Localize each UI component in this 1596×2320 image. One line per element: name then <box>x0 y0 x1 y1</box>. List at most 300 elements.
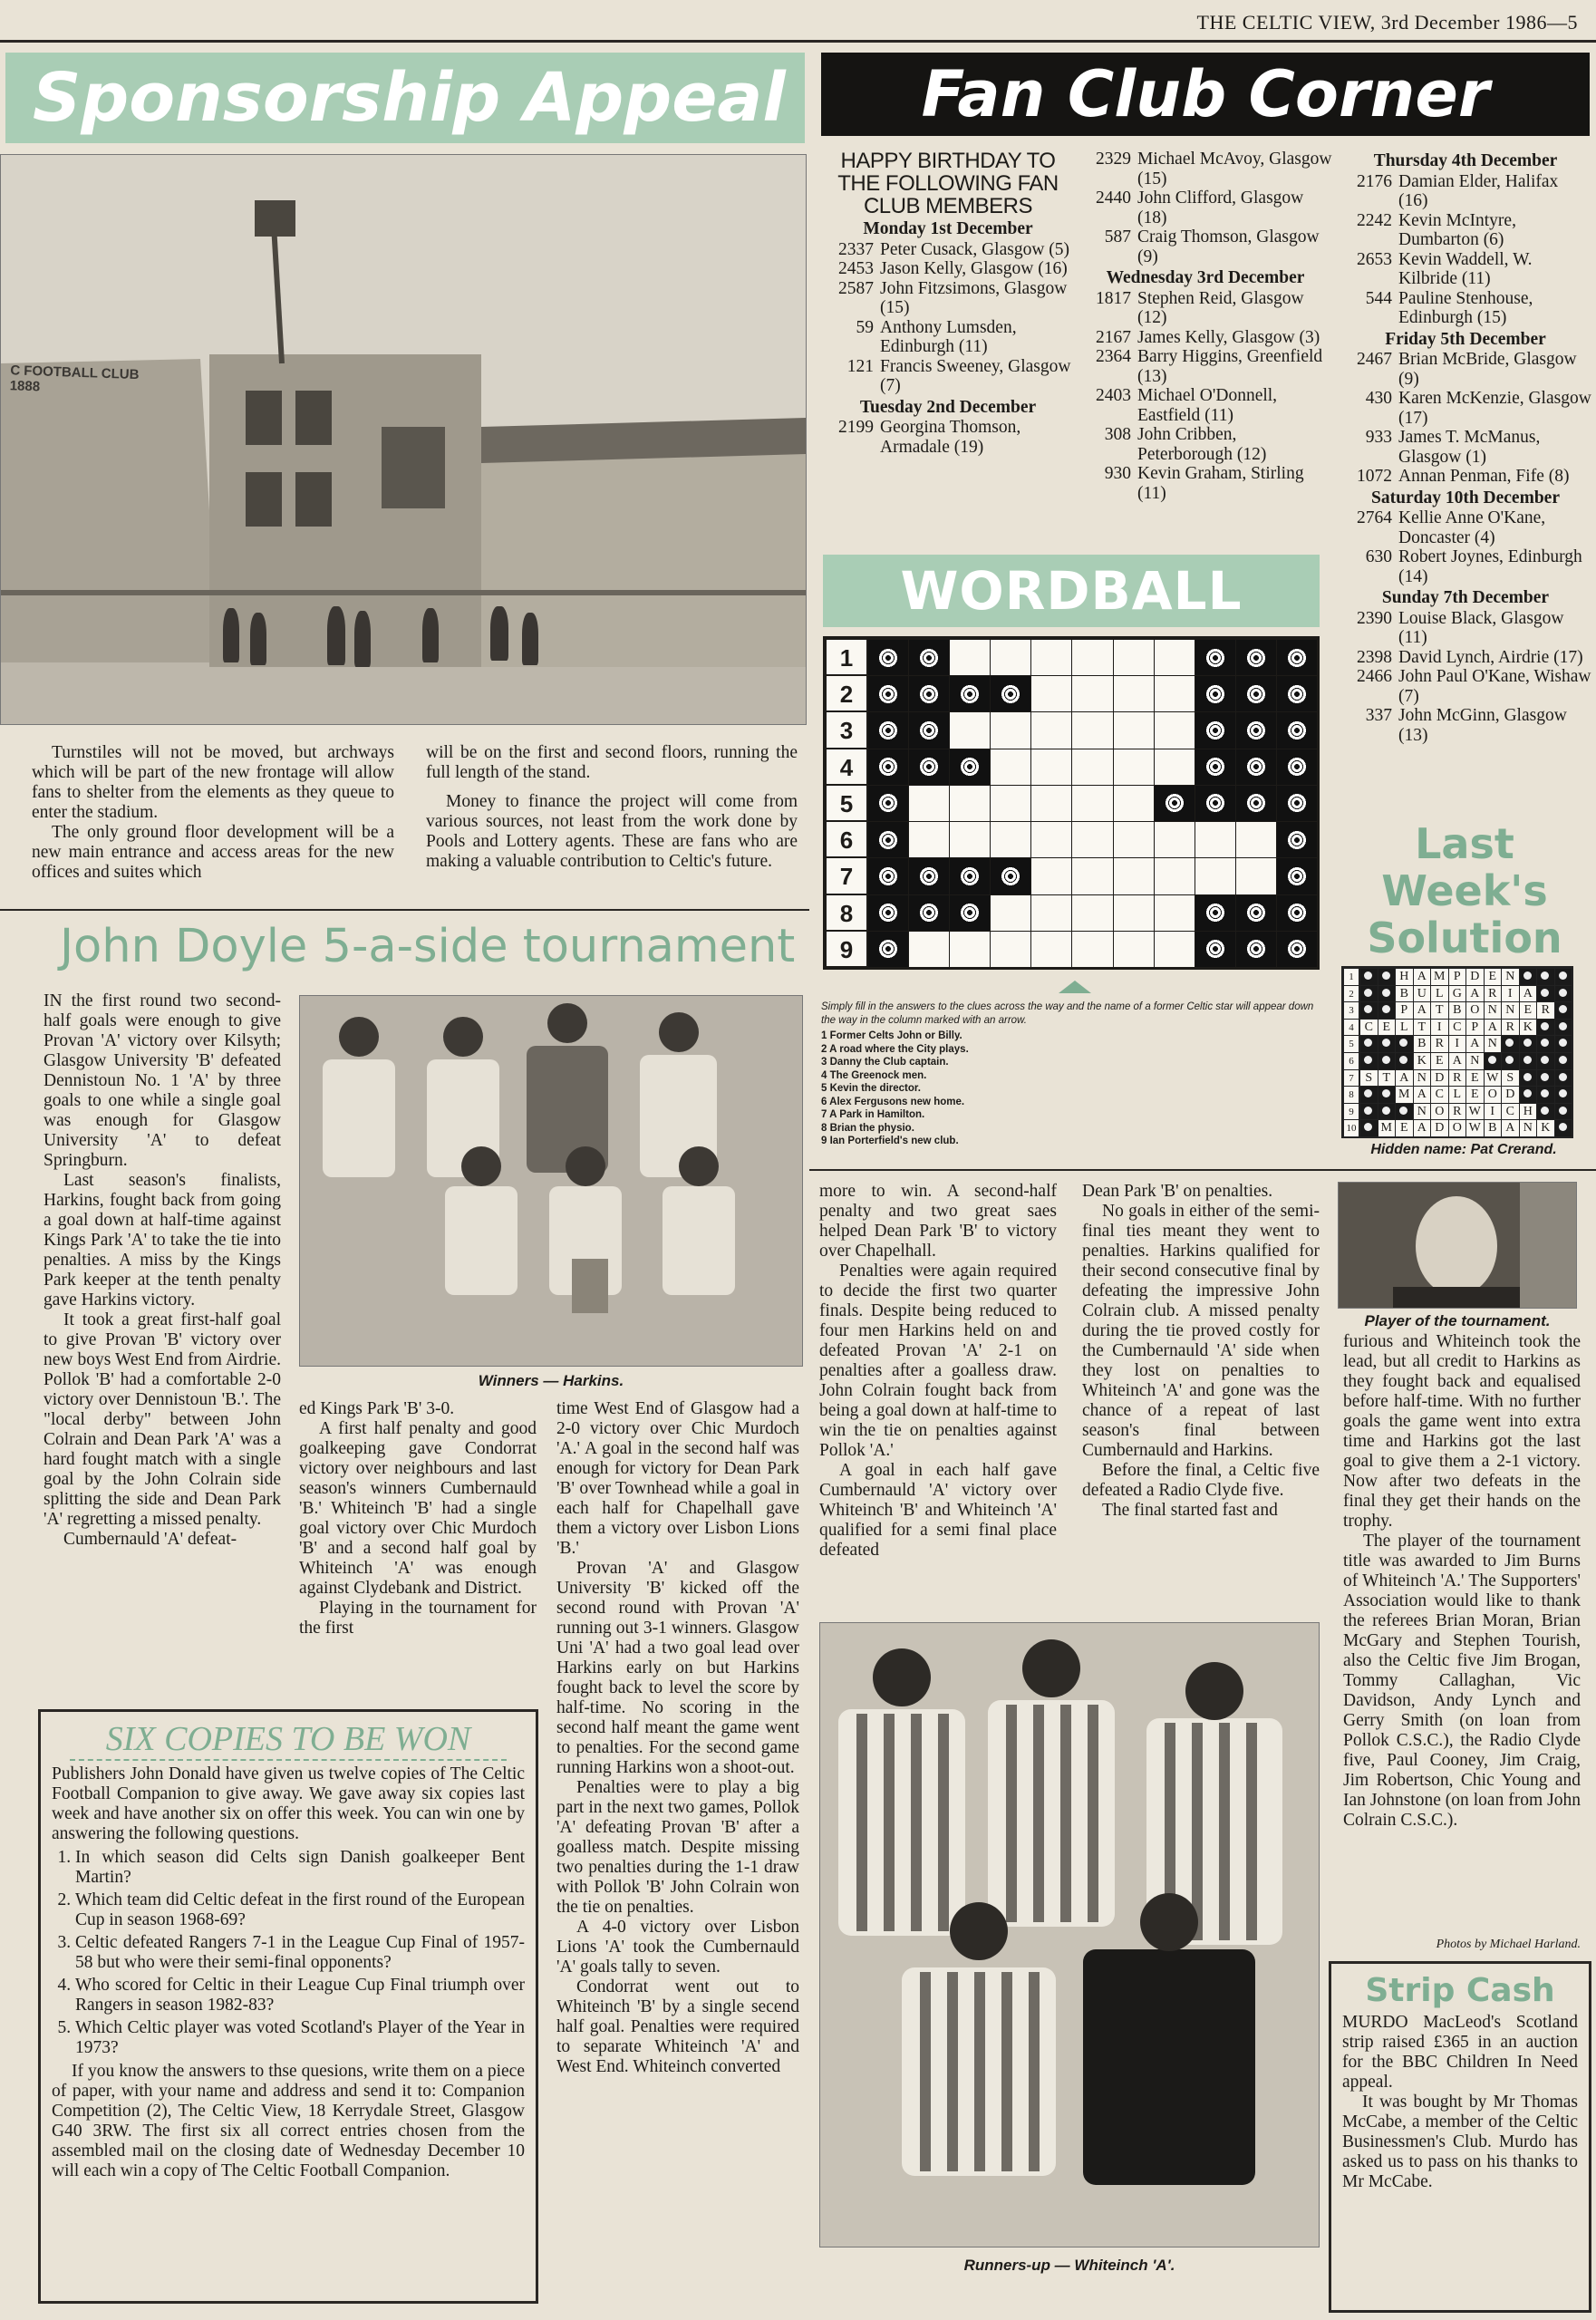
member-entry <box>1340 428 1591 467</box>
football-icon <box>1245 756 1267 778</box>
solution-ball-cell <box>1554 1052 1573 1070</box>
ball-cell <box>867 785 909 822</box>
football-icon <box>877 865 899 887</box>
strip-cash-body <box>1342 2013 1578 2192</box>
member-entry <box>1079 386 1332 425</box>
football-icon <box>1204 720 1226 741</box>
doyle-para: ed Kings Park 'B' 3-0. <box>299 1399 455 1418</box>
ball-cell <box>867 675 909 712</box>
answer-cell[interactable] <box>990 785 1031 822</box>
answer-cell[interactable] <box>908 821 950 858</box>
member-number: 2403 <box>1096 386 1131 405</box>
solution-letter: E <box>1519 1001 1538 1020</box>
clue-number: 5 <box>821 1083 830 1094</box>
solution-ball-cell <box>1359 968 1378 986</box>
solution-row-number: 8 <box>1343 1086 1359 1104</box>
ball-cell <box>1276 711 1318 749</box>
ball-cell <box>1235 639 1277 676</box>
sponsorship-para: Money to finance the project will come from various sources, not least from the work done by Pools and Lottery agents. These are fans who are making a valuable contribution to Celtic's future. <box>426 792 798 871</box>
member-entry <box>1340 389 1591 428</box>
answer-cell[interactable] <box>908 785 950 822</box>
row-number: 2 <box>826 675 867 711</box>
answer-cell[interactable] <box>1154 675 1195 712</box>
solution-ball-cell <box>1359 1119 1378 1137</box>
ball-cell <box>867 821 909 858</box>
figure-2 <box>250 613 266 665</box>
answer-cell[interactable] <box>1154 639 1195 676</box>
member-entry <box>1079 347 1332 386</box>
member-name: John Paul O'Kane, Wishaw (7) <box>1398 667 1591 706</box>
doyle-para: No goals in either of the semi-final ties meant they went to penalties. Harkins qualified for their second consecutive final by defeating the impressive John Colrain club. A missed penalty during the tie proved costly for the Cumbernauld 'A' side when they lost on penalties to Whiteinch 'A' and gone was the chance of a repeat of last season's final between Cumbernauld and Harkins. <box>1082 1202 1320 1460</box>
solution-ball-cell <box>1395 1103 1414 1121</box>
member-name: Karen McKenzie, Glasgow (17) <box>1398 389 1591 428</box>
six-copies-outro: If you know the answers to thse quesions, write them on a piece of paper, with your name and address and send it to: Companion Competition (2), The Celtic View, 18 Kerrydale Street, Glasgow G40 3RW. The first six all correct entries chosen from the assembled mail on the closing date of Wednesday December 10 will each win a copy of The Celtic Football Companion. <box>52 2062 525 2180</box>
football-icon <box>877 829 899 851</box>
solution-letter: U <box>1413 985 1432 1003</box>
doyle-para: A first half penalty and good goalkeeping gave Condorrat victory over neighbours and last season's winners Cumbernauld 'B.' Whiteinch 'B' had a single goal victory over Chic Murdoch 'B' and a second half goal by Whiteinch 'A' was enough against Clydebank and District. <box>299 1419 537 1598</box>
solution-row-number: 1 <box>1343 968 1359 986</box>
row-number: 4 <box>826 749 867 785</box>
clue <box>821 1056 1329 1069</box>
solution-ball-cell <box>1536 985 1555 1003</box>
stadium-sign-label: C FOOTBALL CLUB 1888 <box>9 362 140 395</box>
row-number: 8 <box>826 894 867 931</box>
ball-cell <box>1195 639 1236 676</box>
solution-ball-cell <box>1519 968 1538 986</box>
football-icon <box>1245 720 1267 741</box>
football-icon <box>1286 865 1308 887</box>
answer-cell[interactable] <box>1113 639 1155 676</box>
clue-number: 3 <box>821 1057 830 1068</box>
solution-title <box>1340 820 1590 962</box>
doyle-title: John Doyle 5-a-side tournament <box>60 920 796 973</box>
football-icon <box>1245 938 1267 960</box>
question: 2. Which team did Celtic defeat in the first round of the European Cup in season 1968-69? <box>75 1890 525 1930</box>
answer-cell[interactable] <box>1071 749 1113 786</box>
football-icon <box>877 720 899 741</box>
clue <box>821 1082 1329 1096</box>
solution-letter: K <box>1519 1019 1538 1037</box>
ball-cell <box>990 857 1031 894</box>
fanclub-col-2 <box>1079 150 1332 503</box>
football-icon <box>1245 683 1267 705</box>
answer-cell[interactable] <box>1113 675 1155 712</box>
member-name: Robert Joynes, Edinburgh (14) <box>1398 547 1582 586</box>
football-icon <box>1204 938 1226 960</box>
solution-letter: L <box>1395 1019 1414 1037</box>
solution-ball-cell <box>1359 1035 1378 1053</box>
answer-cell[interactable] <box>1030 821 1072 858</box>
solution-letter: P <box>1465 1019 1485 1037</box>
ball-cell <box>1276 931 1318 968</box>
clue-number: 1 <box>821 1030 830 1041</box>
answer-cell[interactable] <box>1113 821 1155 858</box>
doyle-para: time West End of Glasgow had a 2-0 victory over Chic Murdoch 'A.' A goal in the second half was enough for victory for Dean Park 'B' over Townhead while a goal in each half for Chapelhall gave them a victory over Lisbon Lions 'B.' <box>556 1399 799 1558</box>
answer-cell[interactable] <box>1030 931 1072 968</box>
answer-cell[interactable] <box>1071 639 1113 676</box>
answer-cell[interactable] <box>1071 785 1113 822</box>
wordball-arrow-icon <box>1059 981 1091 993</box>
member-entry <box>1079 289 1332 328</box>
solution-row-number: 7 <box>1343 1069 1359 1088</box>
member-name: John McGinn, Glasgow (13) <box>1398 706 1567 745</box>
solution-ball-cell <box>1395 1052 1414 1070</box>
member-name: Georgina Thomson, Armadale (19) <box>880 418 1021 457</box>
solution-letter: I <box>1501 985 1520 1003</box>
member-entry <box>1079 425 1332 464</box>
clue-number: 6 <box>821 1096 830 1107</box>
member-number: 2176 <box>1357 171 1392 191</box>
solution-ball-cell <box>1359 1103 1378 1121</box>
member-entry <box>1340 172 1591 211</box>
ball-cell <box>1276 639 1318 676</box>
answer-cell[interactable] <box>1030 894 1072 932</box>
clue-text: The Greenock men. <box>829 1069 927 1081</box>
answer-cell[interactable] <box>949 821 991 858</box>
row-number: 9 <box>826 931 867 967</box>
ball-cell <box>1235 749 1277 786</box>
football-icon <box>918 647 940 669</box>
solution-letter: E <box>1465 1069 1485 1088</box>
question: 1. In which season did Celts sign Danish goalkeeper Bent Martin? <box>75 1848 525 1888</box>
doyle-para: Cumbernauld 'A' defeat- <box>63 1530 237 1549</box>
answer-cell[interactable] <box>1071 675 1113 712</box>
answer-cell[interactable] <box>1113 785 1155 822</box>
football-icon <box>1000 683 1021 705</box>
solution-ball-cell <box>1378 1035 1397 1053</box>
solution-letter: E <box>1430 1052 1449 1070</box>
solution-letter: P <box>1395 1001 1414 1020</box>
solution-letter: N <box>1501 1001 1520 1020</box>
answer-cell[interactable] <box>1071 857 1113 894</box>
ball-cell <box>908 857 950 894</box>
answer-cell[interactable] <box>1235 857 1277 894</box>
row-number: 6 <box>826 821 867 857</box>
ball-cell <box>1195 675 1236 712</box>
member-number: 2364 <box>1096 347 1131 366</box>
member-entry <box>821 259 1075 279</box>
wordball-clues <box>821 1000 1329 1148</box>
solution-ball-cell <box>1554 1069 1573 1088</box>
ball-cell <box>867 894 909 932</box>
day-heading: Friday 5th December <box>1385 329 1546 349</box>
member-entry <box>1340 667 1591 706</box>
six-copies-box <box>38 1709 538 2304</box>
doyle-para: A 4-0 victory over Lisbon Lions 'A' took the Cumbernauld 'A' goals tally to seven. <box>556 1918 799 1977</box>
doyle-para: The final started fast and <box>1102 1501 1278 1520</box>
clue <box>821 1043 1329 1057</box>
solution-letter: I <box>1448 1035 1467 1053</box>
member-entry <box>821 279 1075 318</box>
football-icon <box>1286 792 1308 814</box>
solution-letter: A <box>1413 1001 1432 1020</box>
solution-letter: K <box>1413 1052 1432 1070</box>
answer-cell[interactable] <box>1030 675 1072 712</box>
doyle-col-2 <box>299 1399 537 1638</box>
hidden-name: Hidden name: Pat Crerand. <box>1370 1142 1557 1157</box>
member-entry <box>1340 508 1591 547</box>
answer-cell[interactable] <box>1154 749 1195 786</box>
answer-cell[interactable] <box>990 639 1031 676</box>
ball-cell <box>1195 785 1236 822</box>
winners-photo <box>299 995 803 1367</box>
solution-title-line: Solution <box>1367 914 1562 962</box>
solution-ball-cell <box>1554 968 1573 986</box>
solution-letter: P <box>1448 968 1467 986</box>
member-name: Jason Kelly, Glasgow (16) <box>880 259 1068 278</box>
solution-letter: R <box>1448 1103 1467 1121</box>
answer-cell[interactable] <box>1235 821 1277 858</box>
solution-letter: N <box>1501 968 1520 986</box>
solution-letter: N <box>1465 1052 1485 1070</box>
doyle-para: Penalties were again required to decide the first two quarter finals. Despite being reduced to four men Harkins held on and defeated Provan 'A' 2-1 on penalties after a goalless draw. John Colrain fought back from being a goal down at half-time to win the tie on penalties against Pollok 'A.' <box>819 1262 1057 1460</box>
member-number: 337 <box>1365 706 1392 725</box>
answer-cell[interactable] <box>949 931 991 968</box>
solution-letter: N <box>1413 1103 1432 1121</box>
solution-letter: O <box>1430 1103 1449 1121</box>
masthead: THE CELTIC VIEW, 3rd December 1986—5 <box>1196 11 1578 34</box>
member-name: James Kelly, Glasgow (3) <box>1137 327 1320 347</box>
solution-ball-cell <box>1519 1086 1538 1104</box>
solution-letter: A <box>1501 1119 1520 1137</box>
clue-number: 7 <box>821 1109 830 1120</box>
answer-cell[interactable] <box>1113 931 1155 968</box>
member-number: 2453 <box>838 259 874 278</box>
football-icon <box>1286 938 1308 960</box>
answer-cell[interactable] <box>1113 894 1155 932</box>
solution-letter: C <box>1501 1103 1520 1121</box>
sponsorship-para: Turnstiles will not be moved, but archways which will be part of the new frontage will allow fans to shelter from the elements as they queue to enter the stadium. <box>32 743 394 822</box>
answer-cell[interactable] <box>949 711 991 749</box>
solution-ball-cell <box>1519 1035 1538 1053</box>
ball-cell <box>1195 711 1236 749</box>
member-number: 930 <box>1104 464 1131 483</box>
doyle-para: Last season's finalists, Harkins, fought back from going a goal down at half-time against Kings Park 'A' to take the tie into penalties. A miss by the Kings Park keeper at the tenth penalty gave Harkins victory. <box>44 1171 281 1310</box>
solution-letter: A <box>1395 1069 1414 1088</box>
ball-cell <box>908 894 950 932</box>
member-entry <box>1079 464 1332 503</box>
solution-row-number: 6 <box>1343 1052 1359 1070</box>
day-heading: Saturday 10th December <box>1371 488 1560 508</box>
answer-cell[interactable] <box>990 711 1031 749</box>
fanclub-col-1 <box>821 150 1075 457</box>
answer-cell[interactable] <box>1113 711 1155 749</box>
solution-ball-cell <box>1484 1052 1503 1070</box>
ball-cell <box>1276 675 1318 712</box>
member-name: John Fitzsimons, Glasgow (15) <box>880 278 1068 317</box>
ball-cell <box>990 675 1031 712</box>
clue <box>821 1122 1329 1136</box>
ball-cell <box>1276 749 1318 786</box>
question: 5. Which Celtic player was voted Scotland's Player of the Year in 1973? <box>75 2018 525 2058</box>
clue-text: A Park in Hamilton. <box>829 1109 925 1120</box>
member-name: Annan Penman, Fife (8) <box>1398 467 1570 486</box>
figure-6 <box>490 606 508 661</box>
member-name: Kevin McIntyre, Dumbarton (6) <box>1398 210 1516 249</box>
ball-cell <box>908 711 950 749</box>
doyle-para: Before the final, a Celtic five defeated a Radio Clyde five. <box>1082 1461 1320 1500</box>
member-entry <box>1340 467 1591 487</box>
day-heading: Monday 1st December <box>863 219 1033 238</box>
solution-letter: M <box>1378 1119 1397 1137</box>
answer-cell[interactable] <box>1071 894 1113 932</box>
solution-ball-cell <box>1554 985 1573 1003</box>
solution-letter: N <box>1519 1119 1538 1137</box>
fanclub-list <box>1340 151 1591 745</box>
member-entry <box>1340 289 1591 328</box>
solution-letter: T <box>1378 1069 1397 1088</box>
clue-list <box>821 1030 1329 1148</box>
solution-letter: D <box>1465 968 1485 986</box>
clue-number: 2 <box>821 1043 830 1055</box>
football-icon <box>918 865 940 887</box>
day-heading: Tuesday 2nd December <box>859 397 1037 417</box>
answer-cell[interactable] <box>990 894 1031 932</box>
solution-ball-cell <box>1554 1035 1573 1053</box>
solution-letter: I <box>1484 1103 1503 1121</box>
solution-letter: T <box>1413 1019 1432 1037</box>
doyle-col-1 <box>44 991 281 1550</box>
answer-cell[interactable] <box>1071 711 1113 749</box>
answer-cell[interactable] <box>949 785 991 822</box>
day-heading: Thursday 4th December <box>1373 151 1558 170</box>
answer-cell[interactable] <box>1071 821 1113 858</box>
ball-cell <box>1276 821 1318 858</box>
solution-letter: I <box>1430 1019 1449 1037</box>
answer-cell[interactable] <box>1154 857 1195 894</box>
answer-cell[interactable] <box>1071 931 1113 968</box>
ball-cell <box>1235 711 1277 749</box>
strip-cash-para: It was bought by Mr Thomas McCabe, a member of the Celtic Businessmen's Club. Murdo has asked us to pass on his thanks to Mr McCabe. <box>1342 2093 1578 2191</box>
football-icon <box>1245 902 1267 923</box>
answer-cell[interactable] <box>1154 821 1195 858</box>
wordball-grid <box>823 636 1320 970</box>
birthday-header: HAPPY BIRTHDAY TO THE FOLLOWING FAN CLUB MEMBERS <box>837 149 1059 218</box>
solution-letter: E <box>1378 1019 1397 1037</box>
member-number: 630 <box>1365 547 1392 566</box>
doyle-para: Penalties were to play a big part in the next two games, Pollok 'A' defeating Provan 'B' after a goalless match. Despite missing two penalties during the 1-1 draw with Pollok 'B' John Colrain won the tie on penalties. <box>556 1778 799 1917</box>
solution-row-number: 4 <box>1343 1019 1359 1037</box>
solution-ball-cell <box>1536 1019 1555 1037</box>
wordball-bottom-rule <box>809 1169 1596 1171</box>
football-icon <box>1286 720 1308 741</box>
football-icon <box>918 902 940 923</box>
answer-cell[interactable] <box>990 821 1031 858</box>
figure-4 <box>354 611 371 667</box>
top-rule <box>0 40 1596 43</box>
answer-cell[interactable] <box>1154 894 1195 932</box>
solution-row-number: 10 <box>1343 1119 1359 1137</box>
sponsorship-title: Sponsorship Appeal <box>5 53 805 143</box>
member-number: 1817 <box>1096 288 1131 308</box>
question-list <box>52 1848 525 2058</box>
member-name: Craig Thomson, Glasgow (9) <box>1137 227 1320 266</box>
ball-cell <box>867 857 909 894</box>
clue-text: Former Celts John or Billy. <box>829 1030 962 1041</box>
solution-letter: E <box>1395 1119 1414 1137</box>
player-photo <box>1338 1182 1577 1309</box>
solution-ball-cell <box>1519 1052 1538 1070</box>
answer-cell[interactable] <box>1030 749 1072 786</box>
clue-text: A road where the City plays. <box>829 1043 969 1055</box>
solution-letter: O <box>1448 1119 1467 1137</box>
solution-ball-cell <box>1378 1052 1397 1070</box>
football-icon <box>1286 647 1308 669</box>
solution-ball-cell <box>1501 1052 1520 1070</box>
answer-cell[interactable] <box>1154 711 1195 749</box>
answer-cell[interactable] <box>1113 749 1155 786</box>
ball-cell <box>1235 785 1277 822</box>
doyle-para: furious and Whiteinch took the lead, but all credit to Harkins as they fought back and equalised before half-time. With no further goals the game went into extra time and Harkins got the last goal to give them a 2-1 victory. Now after two defeats in the final they get their hands on the trophy. <box>1343 1332 1581 1531</box>
solution-letter: A <box>1484 1019 1503 1037</box>
strip-cash-para: MURDO MacLeod's Scotland strip raised £365 in an auction for the BBC Children In Need appeal. <box>1342 2013 1578 2092</box>
answer-cell[interactable] <box>1030 639 1072 676</box>
football-icon <box>959 902 981 923</box>
football-icon <box>1204 756 1226 778</box>
solution-letter: R <box>1501 1019 1520 1037</box>
answer-cell[interactable] <box>1030 785 1072 822</box>
solution-letter: A <box>1413 968 1432 986</box>
member-entry <box>821 240 1075 260</box>
ball-cell <box>908 639 950 676</box>
answer-cell[interactable] <box>1030 857 1072 894</box>
football-icon <box>1286 683 1308 705</box>
member-number: 308 <box>1104 425 1131 444</box>
clue-number: 4 <box>821 1069 830 1081</box>
sponsorship-bottom-rule <box>0 909 809 911</box>
answer-cell[interactable] <box>949 639 991 676</box>
solution-letter: C <box>1430 1086 1449 1104</box>
strip-cash-title: Strip Cash <box>1365 1972 1555 2009</box>
solution-letter: T <box>1430 1001 1449 1020</box>
solution-letter: A <box>1413 1119 1432 1137</box>
ball-cell <box>1235 931 1277 968</box>
answer-cell[interactable] <box>908 931 950 968</box>
fanclub-col-3 <box>1340 150 1591 745</box>
solution-letter: S <box>1359 1069 1378 1088</box>
solution-ball-cell <box>1395 1035 1414 1053</box>
answer-cell[interactable] <box>1154 931 1195 968</box>
clue <box>821 1135 1329 1148</box>
football-icon <box>1204 902 1226 923</box>
fanclub-list <box>1079 150 1332 503</box>
solution-ball-cell <box>1359 1001 1378 1020</box>
solution-title-line: Last <box>1415 819 1514 868</box>
answer-cell[interactable] <box>1195 821 1236 858</box>
answer-cell[interactable] <box>990 931 1031 968</box>
member-entry <box>821 357 1075 396</box>
answer-cell[interactable] <box>1195 857 1236 894</box>
solution-letter: O <box>1465 1001 1485 1020</box>
solution-letter: G <box>1448 985 1467 1003</box>
answer-cell[interactable] <box>990 749 1031 786</box>
doyle-para: Playing in the tournament for the first <box>299 1599 537 1638</box>
runners-up-photo <box>819 1622 1320 2248</box>
ball-cell <box>867 931 909 968</box>
answer-cell[interactable] <box>1113 857 1155 894</box>
solution-letter: D <box>1501 1086 1520 1104</box>
member-entry <box>1079 188 1332 227</box>
clue-number: 8 <box>821 1122 830 1134</box>
solution-letter: D <box>1430 1069 1449 1088</box>
answer-cell[interactable] <box>1030 711 1072 749</box>
sponsorship-para: The only ground floor development will be a new main entrance and access areas for the new offices and suites which <box>32 823 394 882</box>
member-entry <box>1079 328 1332 348</box>
doyle-para: Dean Park 'B' on penalties. <box>1082 1182 1273 1201</box>
solution-ball-cell <box>1378 985 1397 1003</box>
solution-letter: N <box>1484 1001 1503 1020</box>
clue <box>821 1069 1329 1083</box>
